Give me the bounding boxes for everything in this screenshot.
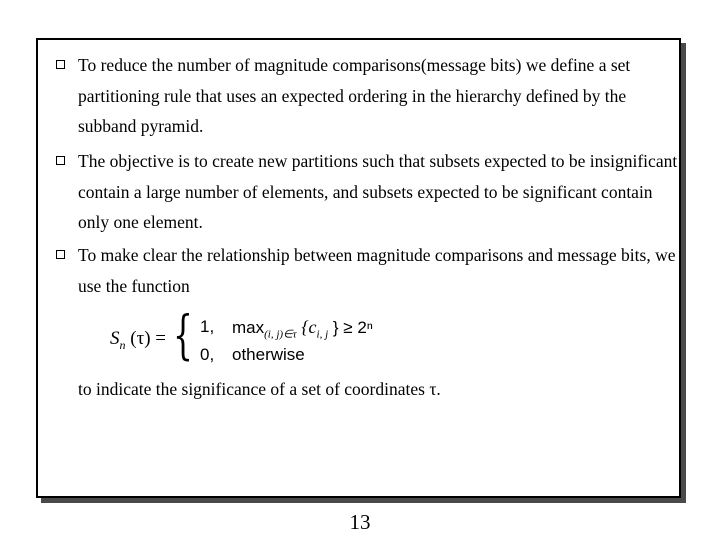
bullet-text-3: To make clear the relationship between magnitude comparisons and message bits, we use the function: [78, 245, 676, 296]
significance-function-formula: [110, 308, 410, 370]
formula-max-sub: (i, j)∈τ: [264, 328, 297, 341]
bullet-marker-2: [56, 156, 65, 165]
bullet-marker-3: [56, 250, 65, 259]
formula-set-close: } ≥ 2ⁿ: [332, 318, 373, 337]
formula-case2-value: 0,: [200, 345, 215, 364]
formula-set-open: {c: [301, 317, 317, 337]
formula-lhs-arg: (τ) =: [130, 328, 167, 349]
bullet-text-1: To reduce the number of magnitude comparisons(message bits) we define a set partitioning rule that uses an expected ordering in the hierarchy defined by the subband pyramid.: [78, 55, 631, 136]
formula-case1-condition: [232, 317, 373, 340]
formula-brace: {: [173, 306, 193, 366]
formula-set-sub: i, j: [316, 328, 329, 341]
formula-case1-value: 1,: [200, 317, 215, 336]
formula-lhs-symbol: S: [110, 328, 120, 349]
formula-case2-condition: otherwise: [232, 345, 305, 364]
slide-frame: [36, 38, 681, 498]
bullet-text-2: The objective is to create new partitions such that subsets expected to be insignificant contain a large number of elements, and subsets expected to be significant contain only one element.: [78, 151, 678, 232]
formula-max: max: [232, 318, 265, 337]
after-formula-text: to indicate the significance of a set of coordinates τ.: [78, 379, 441, 399]
formula-lhs: [110, 328, 166, 353]
bullet-marker-1: [56, 60, 65, 69]
formula-lhs-sub: n: [119, 337, 126, 352]
page-number: 13: [349, 510, 371, 534]
